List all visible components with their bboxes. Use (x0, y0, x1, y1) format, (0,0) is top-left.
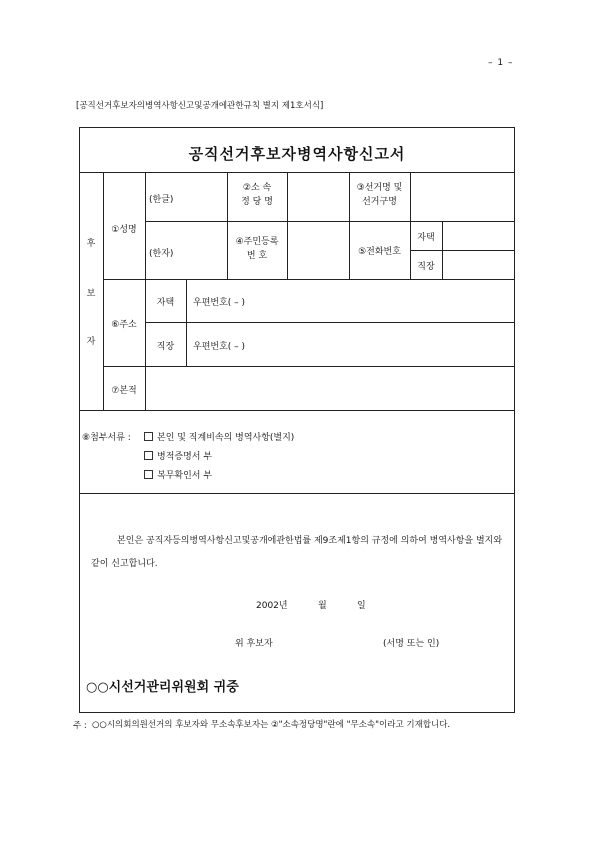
declaration-text: 본인은 공직자등의병역사항신고및공개에관한법률 제9조제1항의 규정에 의하여 병역사항을 별지와 같이 신고합니다. (91, 536, 503, 569)
domicile-field[interactable] (146, 367, 514, 409)
checkbox[interactable] (144, 451, 153, 460)
address-home-field[interactable] (290, 280, 514, 321)
attachment-item-label: 본인 및 직계비속의 병역사항(별지) (157, 433, 295, 443)
address-work-label: 직장 (156, 342, 175, 352)
addressee: ○○시선거관리위원회 귀중 (86, 680, 239, 695)
date-year: 2002년 (256, 601, 288, 611)
col-divider-address-type (186, 279, 187, 366)
attachment-item-military-record (144, 430, 294, 443)
phone-work-label: 직장 (417, 262, 435, 272)
district-label-line1: ③선거명 및 (356, 183, 403, 193)
name-hangul-label: (한글) (149, 195, 174, 205)
resident-label-line2: 번 호 (246, 250, 268, 261)
date-month: 월 (318, 601, 327, 611)
checkbox[interactable] (144, 470, 153, 479)
footnote-text: ○○시의회의원선거의 후보자와 무소속후보자는 ②"소속정당명"란에 "무소속"이라고 기재합니다. (92, 720, 451, 730)
attachment-item-label: 복무확인서 부 (157, 471, 213, 481)
page-number: – 1 – (488, 58, 514, 68)
phone-label: ⑤전화번호 (358, 247, 401, 257)
signature-note: (서명 또는 인) (383, 639, 440, 649)
resident-label-line1: ④주민등록 (235, 237, 279, 247)
side-label-3: 자 (86, 337, 96, 347)
district-label-line2: 선거구명 (362, 196, 397, 207)
row-divider-attachments (79, 410, 515, 411)
checkbox[interactable] (144, 432, 153, 441)
phone-home-field[interactable] (443, 222, 514, 249)
name-hanja-field[interactable] (197, 222, 226, 278)
resident-number-label (227, 236, 287, 264)
name-label: ①성명 (111, 225, 137, 235)
form-title: 공직선거후보자병역사항신고서 (188, 145, 406, 163)
address-work-postal: 우편번호( – ) (193, 342, 246, 352)
attachments-label: ⑧첨부서류 : (82, 433, 131, 443)
district-field[interactable] (411, 173, 514, 220)
party-field[interactable] (288, 173, 348, 220)
address-work-field[interactable] (290, 323, 514, 365)
attachment-item-service-confirmation (144, 468, 212, 481)
attachment-item-military-certificate (144, 449, 212, 462)
phone-work-field[interactable] (443, 251, 514, 278)
party-label-line2: 정 당 명 (241, 196, 273, 207)
footnote-marker: 주 : (73, 721, 87, 731)
attachment-item-label: 병적증명서 부 (157, 452, 213, 462)
signature-role: 위 후보자 (235, 639, 273, 649)
name-hangul-field[interactable] (197, 173, 226, 220)
row-divider-declaration (79, 493, 515, 494)
resident-number-field[interactable] (288, 222, 348, 278)
name-hanja-label: (한자) (149, 249, 174, 259)
district-label (349, 182, 410, 210)
col-divider-side (103, 172, 104, 410)
side-label-1: 후 (86, 239, 96, 249)
address-home-postal: 우편번호( – ) (193, 298, 246, 308)
side-label-2: 보 (86, 289, 96, 299)
phone-home-label: 자택 (417, 233, 435, 243)
address-home-label: 자택 (156, 298, 175, 308)
party-label-line1: ②소 속 (242, 183, 272, 193)
date-day: 일 (357, 601, 366, 611)
address-label: ⑥주소 (111, 320, 137, 330)
party-label (227, 182, 287, 210)
form-reference: [공직선거후보자의병역사항신고및공개에관한규칙 별지 제1호서식] (76, 101, 324, 111)
domicile-label: ⑦본적 (111, 386, 137, 396)
